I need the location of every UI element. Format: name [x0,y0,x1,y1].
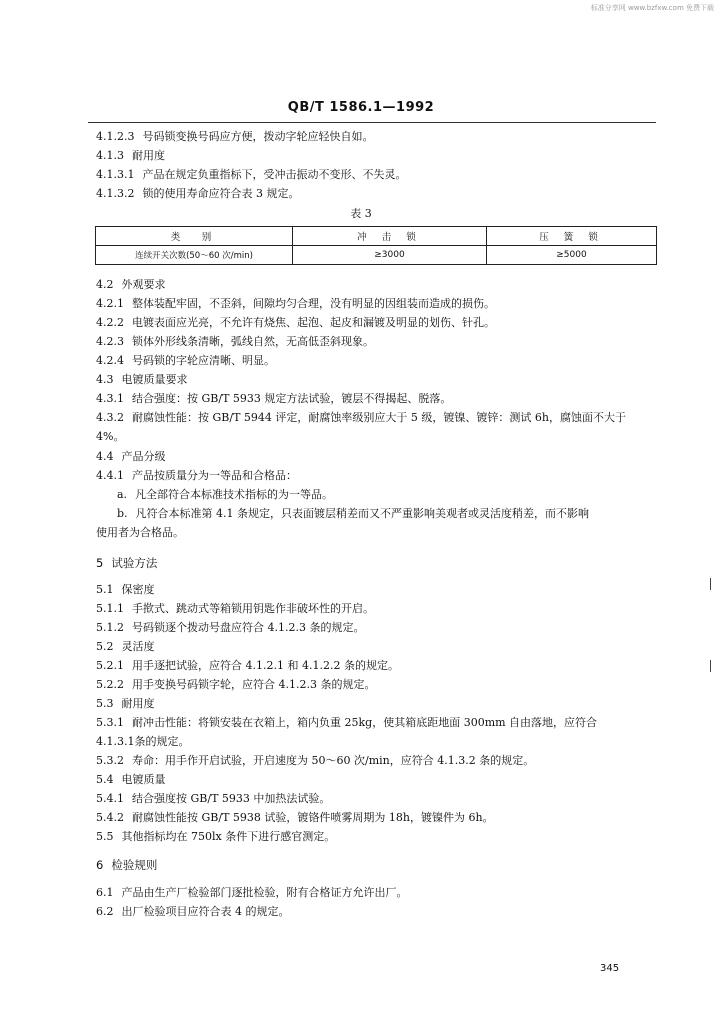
section-5-heading: 5 试验方法 [96,556,158,570]
table-cell: ≥3000 [293,246,487,265]
table-header-spring-lock: 压 簧 锁 [487,227,657,246]
clause-5-2-2: 5.2.2 用手变换号码锁字轮，应符合 4.1.2.3 条的规定。 [96,678,376,691]
clause-4-1-2-3: 4.1.2.3 号码锁变换号码应方便，拨动字轮应轻快自如。 [96,130,374,143]
clause-5-4-2: 5.4.2 耐腐蚀性能按 GB/T 5938 试验，镀铬件喷雾周期为 18h，镀镍件为 6h。 [96,811,494,824]
clause-5-3-1: 5.3.1 耐冲击性能：将锁安装在衣箱上，箱内负重 25kg，使其箱底距地面 300mm 自由落地，应符合 [96,716,598,729]
clause-4-2-1: 4.2.1 整体装配牢固，不歪斜，间隙均匀合理，没有明显的因组装而造成的损伤。 [96,297,495,310]
clause-5-1-2: 5.1.2 号码锁逐个拨动号盘应符合 4.1.2.3 条的规定。 [96,621,365,634]
table-3-title: 表 3 [350,207,372,220]
clause-4-4-1: 4.4.1 产品按质量分为一等品和合格品： [96,469,297,482]
table-header-impact-lock: 冲 击 锁 [293,227,487,246]
clause-5-1-1: 5.1.1 手揿式、跳动式等箱锁用钥匙作非破坏性的开启。 [96,602,374,615]
clause-5-2: 5.2 灵活度 [96,640,155,653]
watermark: 标准分享网 www.bzfxw.com 免费下载 [590,4,714,12]
clause-4-4-1-b: b. 凡符合本标准第 4.1 条规定，只表面镀层稍差而又不严重影响美观者或灵活度稍差，而不影响 [117,507,590,520]
clause-4-4-1-a: a. 凡全部符合本标准技术指标的为一等品。 [117,488,334,501]
clause-4-2-2: 4.2.2 电镀表面应光亮，不允许有烧焦、起泡、起皮和漏镀及明显的划伤、针孔。 [96,316,495,329]
clause-4-4: 4.4 产品分级 [96,450,166,463]
clause-6-1: 6.1 产品由生产厂检验部门逐批检验，附有合格证方允许出厂。 [96,886,408,899]
clause-5-3-1-cont: 4.1.3.1条的规定。 [96,735,190,748]
table-cell: 连续开关次数(50～60 次/min) [96,246,293,265]
scan-mark [710,660,711,672]
clause-4-3-2-cont: 4%。 [96,430,125,443]
page-number: 345 [600,963,620,974]
clause-4-3: 4.3 电镀质量要求 [96,373,188,386]
clause-5-4-1: 5.4.1 结合强度按 GB/T 5933 中加热法试验。 [96,792,331,805]
table-cell: ≥5000 [487,246,657,265]
clause-5-5: 5.5 其他指标均在 750lx 条件下进行感官测定。 [96,830,336,843]
clause-4-1-3-2: 4.1.3.2 锁的使用寿命应符合表 3 规定。 [96,187,300,200]
table-header-row [96,227,657,246]
clause-4-2-3: 4.2.3 锁体外形线条清晰，弧线自然，无高低歪斜现象。 [96,335,374,348]
standard-number-header: QB/T 1586.1—1992 [287,100,435,115]
clause-5-2-1: 5.2.1 用手逐把试验，应符合 4.1.2.1 和 4.1.2.2 条的规定。 [96,659,399,672]
table-row [96,246,657,265]
clause-5-3: 5.3 耐用度 [96,697,155,710]
header-rule [88,122,656,123]
clause-4-3-2: 4.3.2 耐腐蚀性能：按 GB/T 5944 评定，耐腐蚀率级别应大于 5 级，镀镍、镀锌：测试 6h，腐蚀面不大于 [96,411,626,424]
clause-4-4-1-b-cont: 使用者为合格品。 [96,526,184,539]
table-header-category: 类 别 [96,227,293,246]
scan-mark [710,578,711,590]
clause-5-4: 5.4 电镀质量 [96,773,166,786]
clause-4-1-3-1: 4.1.3.1 产品在规定负重指标下，受冲击振动不变形、不失灵。 [96,168,407,181]
clause-6-2: 6.2 出厂检验项目应符合表 4 的规定。 [96,905,290,918]
clause-4-3-1: 4.3.1 结合强度：按 GB/T 5933 规定方法试验，镀层不得揭起、脱落。 [96,392,452,405]
clause-4-2: 4.2 外观要求 [96,278,166,291]
clause-5-3-2: 5.3.2 寿命：用手作开启试验，开启速度为 50～60 次/min，应符合 4.1.3.2 条的规定。 [96,754,535,767]
table-3 [95,226,657,265]
clause-4-1-3: 4.1.3 耐用度 [96,149,165,162]
clause-4-2-4: 4.2.4 号码锁的字轮应清晰、明显。 [96,354,275,367]
section-6-heading: 6 检验规则 [96,858,158,872]
clause-5-1: 5.1 保密度 [96,583,155,596]
